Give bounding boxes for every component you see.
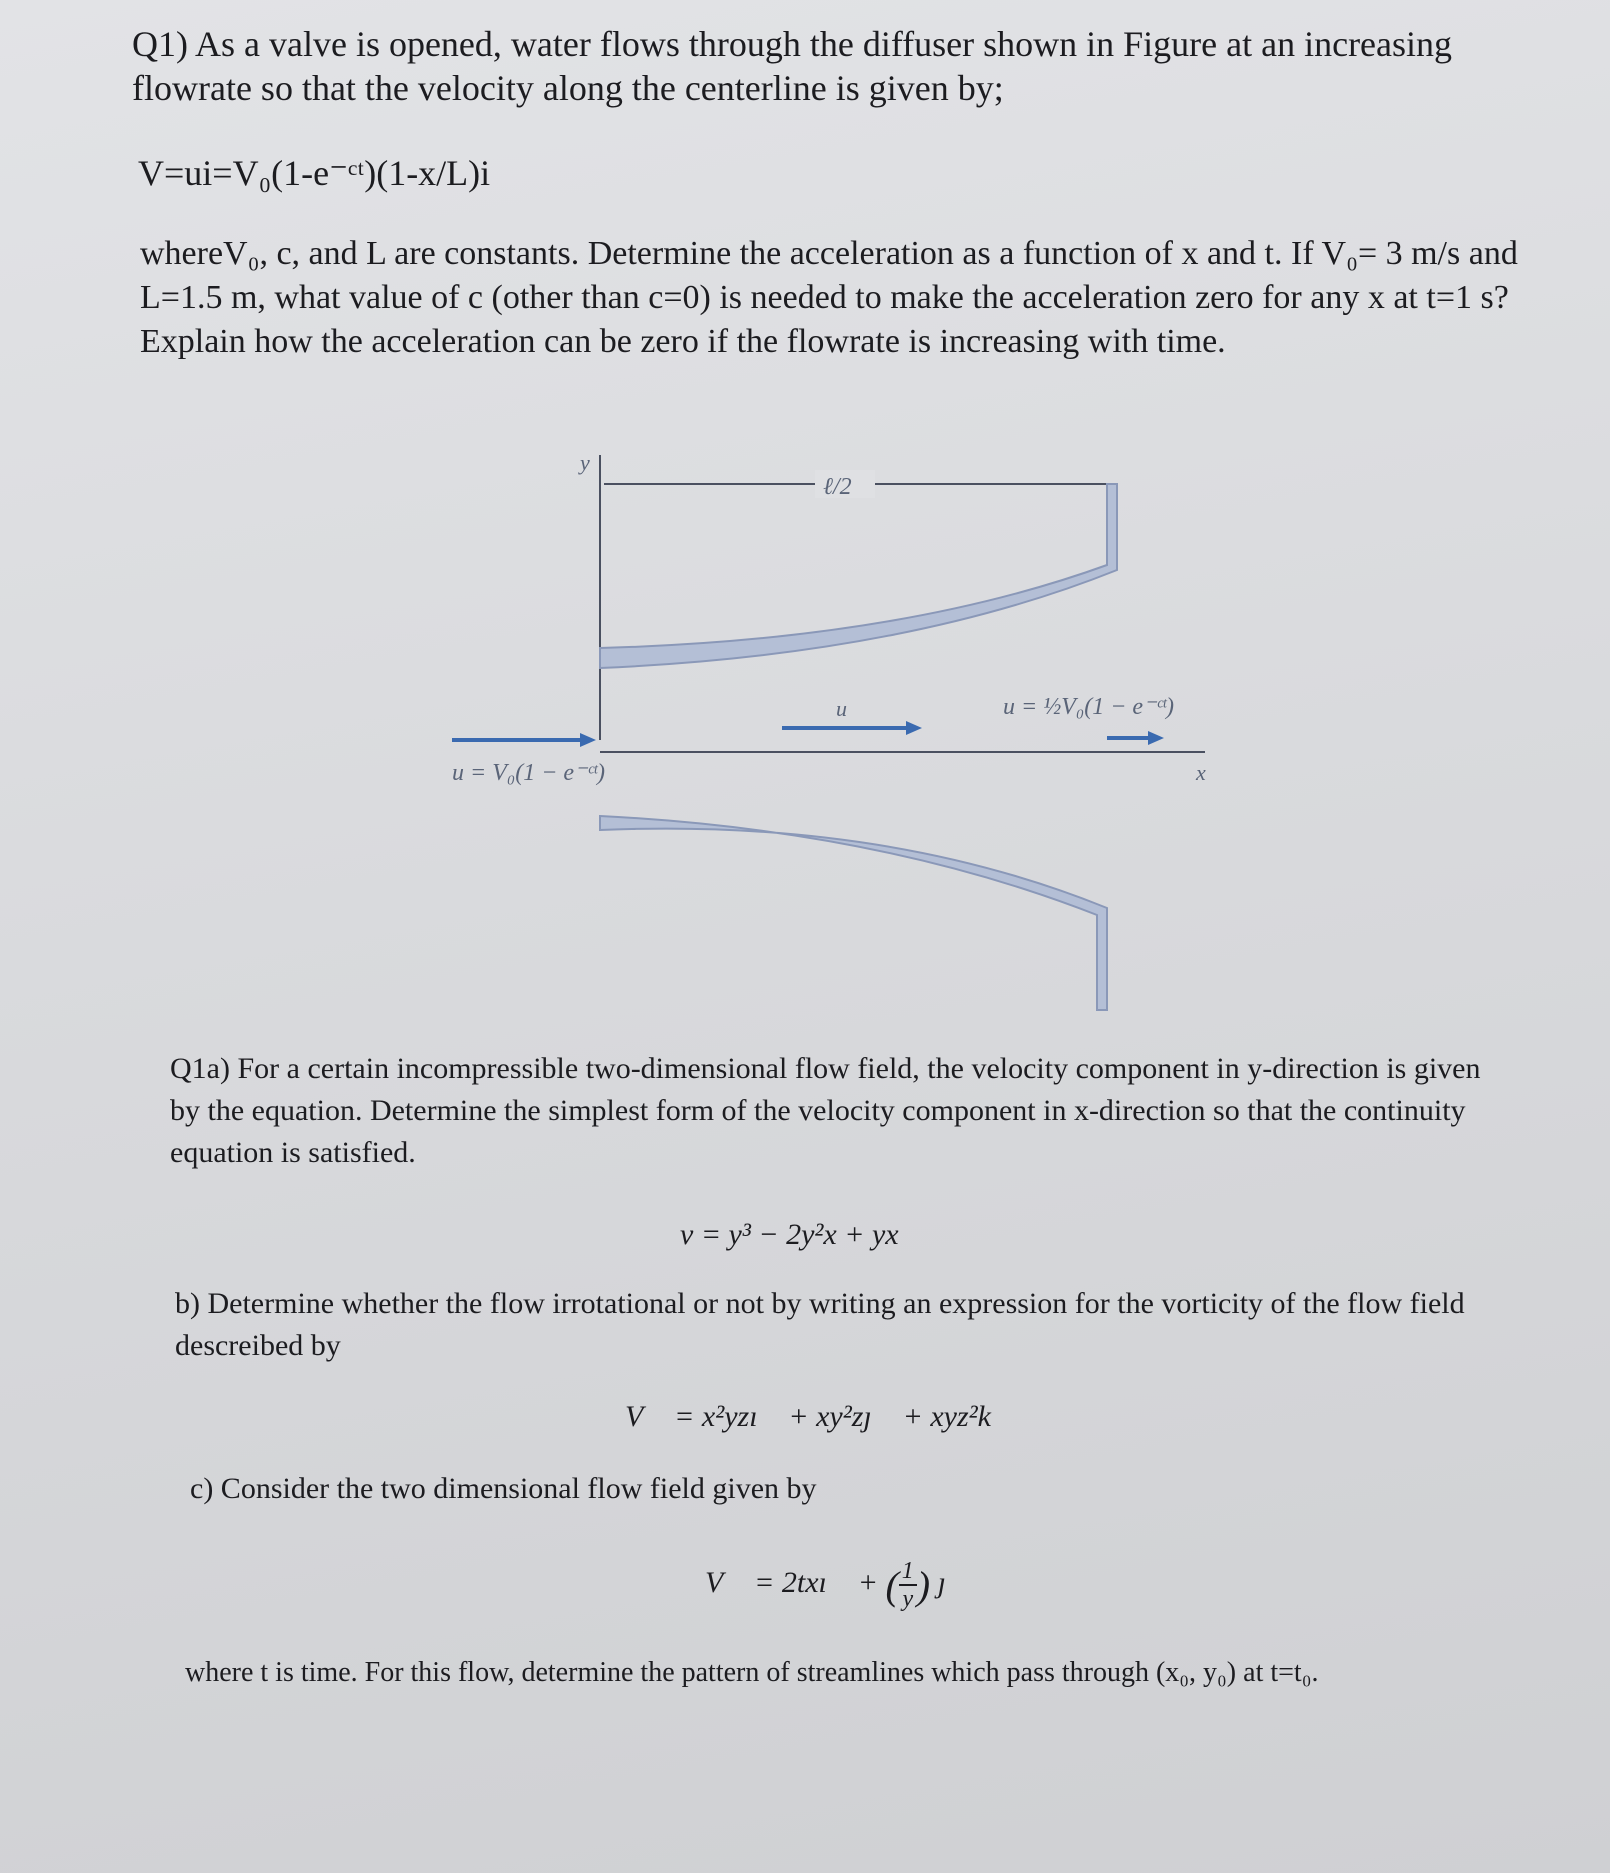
q1b-question-body: b) Determine whether the flow irrotational or not by writing an expression for the vorticity of the flow field descreibed by bbox=[175, 1287, 1465, 1362]
q1c-equation-lhs: V⃗ = 2txı⃗ + bbox=[705, 1565, 878, 1599]
fraction-denominator: y bbox=[902, 1586, 914, 1612]
lower-wall bbox=[600, 816, 1107, 1010]
q1-question-body: whereV₀, c, and L are constants. Determine the acceleration as a function of x and t. If V₀= 3 m/s and L=1.5 m, what value of c (other than c=0) is needed to make the acceleration zero for any x at t=1 s? Explain how the acceleration can be zero if the flowrate is increasing with time. bbox=[140, 235, 1518, 360]
q1c-equation: V⃗ = 2txı⃗ + ( $\frac{1}{y}$ ) ȷ⃗ bbox=[705, 1558, 970, 1612]
upper-wall bbox=[600, 484, 1117, 668]
q1b-equation: V⃗ = x²yzı⃗ + xy²zȷ⃗ + xyz²k⃗ bbox=[625, 1400, 1015, 1433]
q1-intro-text: Q1) As a valve is opened, water flows through the diffuser shown in Figure at an increasing flowrate so that the velocity along the centerline is given by; bbox=[132, 24, 1453, 108]
fraction-numerator: 1 bbox=[899, 1558, 917, 1586]
length-label: ℓ/2 bbox=[823, 474, 852, 500]
q1a-equation: v = y³ − 2y²x + yx bbox=[680, 1218, 899, 1251]
outlet-velocity-label: u = ½V₀(1 − e⁻ᶜᵗ) bbox=[1003, 694, 1175, 720]
inlet-velocity-label: u = V₀(1 − e⁻ᶜᵗ) bbox=[452, 760, 606, 786]
q1-velocity-equation: V=ui=V₀(1-e⁻ᶜᵗ)(1-x/L)i bbox=[138, 153, 491, 193]
x-axis-label: x bbox=[1196, 760, 1206, 785]
q1c-question-body: c) Consider the two dimensional flow field given by bbox=[190, 1472, 817, 1505]
q1c-equation-tail: ȷ⃗ bbox=[937, 1565, 970, 1599]
y-axis-label: y bbox=[580, 450, 590, 475]
mid-velocity-label: u bbox=[836, 696, 847, 721]
q1a-question-body: Q1a) For a certain incompressible two-dimensional flow field, the velocity component in y-direction is given by the equation. Determine the simplest form of the velocity component in x-direction so that the continuity equation is satisfied. bbox=[170, 1052, 1481, 1169]
q1c-question-tail: where t is time. For this flow, determine the pattern of streamlines which pass through (x₀, y₀) at t=t₀. bbox=[185, 1657, 1319, 1688]
